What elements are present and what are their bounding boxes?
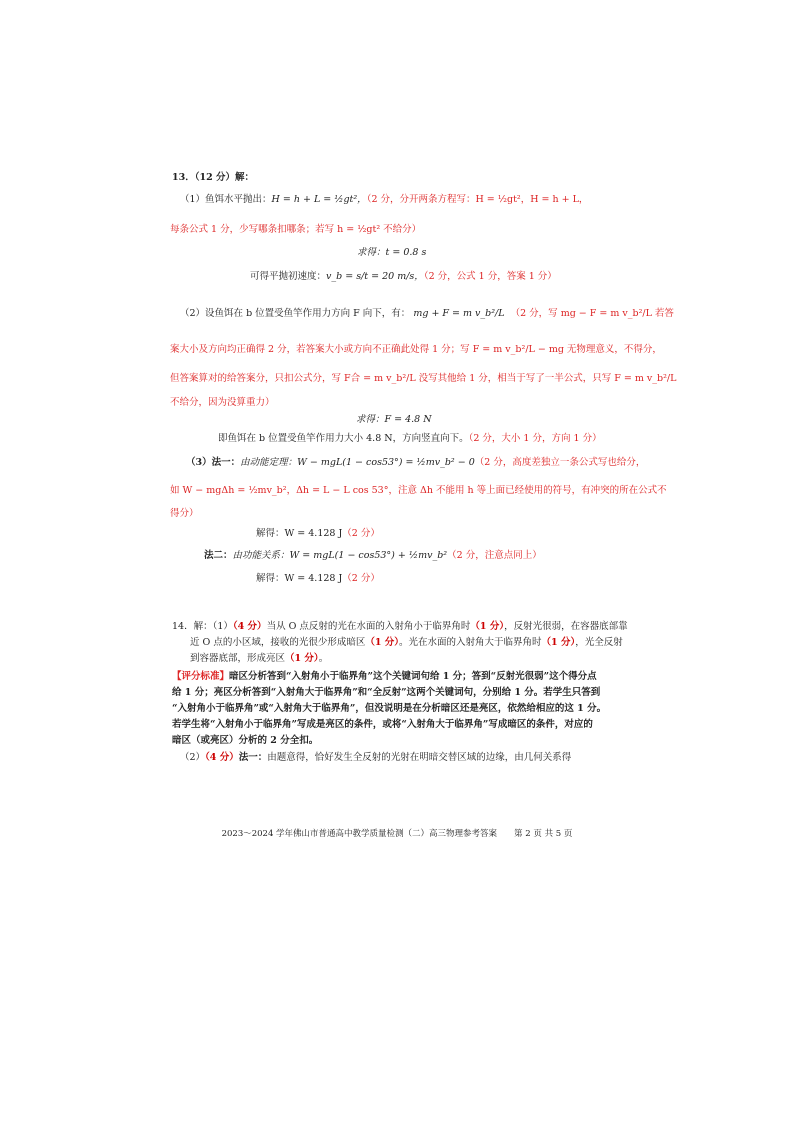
page-footer: 2023～2024 学年佛山市普通高中教学质量检测（二）高三物理参考答案 第 2 页 共 5 页 xyxy=(221,829,573,839)
q14-line1 xyxy=(172,620,628,633)
q13-f-conclusion-line xyxy=(218,432,602,445)
q14-l1b: （4 分） xyxy=(232,621,267,632)
q13-v-note: （2 分，公式 1 分，答案 1 分） xyxy=(423,271,557,282)
q14-std3: “入射角小于临界角”或“入射角大于临界角”，但没说明是在分析暗区还是亮区，依然给相应的这 1 分。 xyxy=(172,703,607,714)
q13-p2-note4: 不给分，因为没算重力） xyxy=(170,397,275,408)
q13-p2-lead: （2）设鱼饵在 b 位置受鱼竿作用力方向 F 向下，有： xyxy=(180,308,411,319)
q13-p3-note3: 得分） xyxy=(170,508,199,519)
q14-l2a: 近 O 点的小区域，接收的光很少形成暗区 xyxy=(190,637,366,648)
q13-w-result1: 解得：W = 4.128 J xyxy=(256,528,343,539)
q14-l1c: 当从 O 点反射的光在水面的入射角小于临界角时 xyxy=(266,621,471,632)
q13-m2-note: （2 分，注意点同上） xyxy=(447,550,542,561)
q14-p2-line xyxy=(180,751,571,764)
q14-l1a: 14．解：（1） xyxy=(172,621,233,632)
q13-w-result2: 解得：W = 4.128 J xyxy=(256,573,343,584)
q14-std5: 暗区（或亮区）分析的 2 分全扣。 xyxy=(172,735,319,746)
q13-m2-line xyxy=(204,549,542,562)
q13-p2-note1: （2 分，写 mg − F = m v_b²/L 若答 xyxy=(510,308,674,319)
q13-p1-lead: （1）鱼饵水平抛出： xyxy=(180,194,272,205)
q14-p2a: （2） xyxy=(180,752,206,763)
q14-line2 xyxy=(190,636,623,649)
q13-m2-lead: 法二： xyxy=(204,550,233,561)
q14-p2d: 由题意得，恰好发生全反射的光射在明暗交替区域的边缘，由几何关系得 xyxy=(267,752,572,763)
q13-p1 xyxy=(180,193,588,206)
q14-std4: 若学生将“入射角小于临界角”写成是亮区的条件，或将“入射角大于临界角”写成暗区的条件，对应的 xyxy=(172,719,593,730)
q13-f-conclusion-note: （2 分，大小 1 分，方向 1 分） xyxy=(468,433,602,444)
q13-p1-formula: H = h + L = ½gt²， xyxy=(271,194,367,205)
q13-header: 13．（12 分）解： xyxy=(172,172,254,183)
q13-w-result1-note: （2 分） xyxy=(342,528,380,539)
q13-p3-lead: （3）法一： xyxy=(186,457,241,468)
q13-p2 xyxy=(180,307,674,320)
q14-p2c: 法一： xyxy=(238,752,268,763)
q13-w-result1-line xyxy=(256,527,380,540)
q13-p3-note2: 如 W − mgΔh = ½mv_b²，Δh = L − L cos 53°，注意 Δh 不能用 h 等上面已经使用的符号，有冲突的所在公式不 xyxy=(170,485,667,496)
q14-l1e: ，反射光很弱，在容器底部靠 xyxy=(504,621,628,632)
q13-v-line xyxy=(250,270,557,283)
q13-w-result2-note: （2 分） xyxy=(342,573,380,584)
q13-p1-note: （2 分，分开两条方程写：H = ½gt²，H = h + L， xyxy=(366,194,589,205)
q14-l2d: （1 分） xyxy=(541,637,576,648)
q13-f-result: 求得：F = 4.8 N xyxy=(356,414,432,425)
q14-std2: 给 1 分；亮区分析答到“入射角大于临界角”和“全反射”这两个关键词句，分别给 1 分。若学生只答到 xyxy=(172,687,601,698)
q13-p3-lead2: 由动能定理：W − mgL(1 − cos53°) = ½mv_b² − 0 xyxy=(240,457,475,468)
q14-line3 xyxy=(190,652,328,665)
q14-std1-line xyxy=(172,670,597,683)
q14-l2b: （1 分） xyxy=(365,637,400,648)
q13-p2-formula: mg + F = m v_b²/L xyxy=(413,308,505,319)
q14-std-label: 【评分标准】 xyxy=(172,671,230,682)
q13-p3 xyxy=(186,456,645,469)
q13-p2-note3: 但答案算对的给答案分，只扣公式分，写 F合 = m v_b²/L 没写其他给 1 分，相当于写了一半公式，只写 F = m v_b²/L xyxy=(170,373,677,384)
q14-l1d: （1 分） xyxy=(470,621,505,632)
q13-v-lead: 可得平抛初速度： xyxy=(250,271,327,282)
q14-l3b: （1 分） xyxy=(285,653,319,664)
q14-l3c: 。 xyxy=(318,653,329,664)
q13-p2-note2: 案大小及方向均正确得 2 分，若答案大小或方向不正确此处得 1 分；写 F = m v_b²/L − mg 无物理意义，不得分， xyxy=(170,344,662,355)
q14-std1: 暗区分析答到“入射角小于临界角”这个关键词句给 1 分；答到“反射光很弱”这个得分点 xyxy=(229,671,597,682)
q13-m2-formula: 由功能关系：W = mgL(1 − cos53°) + ½mv_b² xyxy=(232,550,448,561)
q14-l2c: 。光在水面的入射角大于临界角时 xyxy=(399,637,542,648)
q13-v-formula: v_b = s/t = 20 m/s， xyxy=(326,271,424,282)
q13-p1-note2: 每条公式 1 分，少写哪条扣哪条；若写 h = ½gt² 不给分） xyxy=(170,224,422,235)
q13-f-conclusion: 即鱼饵在 b 位置受鱼竿作用力大小 4.8 N，方向竖直向下。 xyxy=(218,433,469,444)
q13-t-result: 求得：t = 0.8 s xyxy=(357,247,427,258)
q14-l2e: ，光全反射 xyxy=(575,637,623,648)
q14-l3a: 到容器底部，形成亮区 xyxy=(190,653,286,664)
q13-w-result2-line xyxy=(256,572,380,585)
q13-p3-note1: （2 分，高度差独立一条公式写也给分， xyxy=(474,457,646,468)
q14-p2b: （4 分） xyxy=(205,752,239,763)
